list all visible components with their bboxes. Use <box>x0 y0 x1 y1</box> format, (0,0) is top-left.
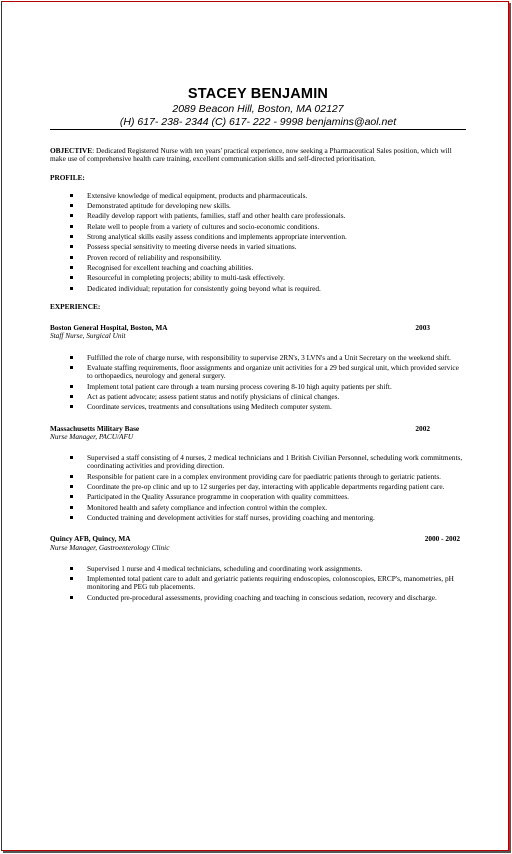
list-item: Fulfilled the role of charge nurse, with responsibility to supervise 2RN's, 3 LVN's and a Unit Secretary on the weekend shift. <box>87 354 466 362</box>
experience-title: EXPERIENCE: <box>50 301 101 311</box>
list-item: Participated in the Quality Assurance programme in cooperation with quality committees. <box>87 493 466 501</box>
list-item: Conducted training and development activities for staff nurses, providing coaching and mentoring. <box>87 514 466 522</box>
job-employer: Boston General Hospital, Boston, MA <box>50 323 168 333</box>
list-item: Act as patient advocate; assess patient status and notify physicians of clinical changes. <box>87 393 466 401</box>
list-item: Responsible for patient care in a complex environment providing care for paediatric patients through to geriatric patients. <box>87 473 466 481</box>
job-date: 2000 - 2002 <box>424 534 460 544</box>
list-item: Supervised a staff consisting of 4 nurses, 2 medical technicians and 1 British Civilian Personnel, scheduling work commitments, coordinating activities and providing direction. <box>87 454 466 471</box>
list-item: Evaluate staffing requirements, floor assignments and organize unit activities for a 29 bed surgical unit, which provided service to orthopaedics, neurology and general surgery. <box>87 364 466 381</box>
list-item: Readily develop rapport with patients, families, staff and other health care professionals. <box>87 212 466 220</box>
list-item: Extensive knowledge of medical equipment, products and pharmaceuticals. <box>87 192 466 200</box>
list-item: Conducted pre-procedural assessments, providing coaching and teaching in conscious sedation, recovery and discharge. <box>87 594 466 602</box>
profile-list <box>50 192 466 293</box>
document-frame <box>1 1 509 851</box>
job-role: Nurse Manager, Gastroenterology Clinic <box>50 542 170 552</box>
objective-section <box>50 147 466 164</box>
job-employer: Quincy AFB, Quincy, MA <box>50 534 131 544</box>
list-item: Monitored health and safety compliance and infection control within the complex. <box>87 504 466 512</box>
job-date: 2003 <box>415 323 430 333</box>
list-item: Dedicated individual; reputation for consistently going beyond what is required. <box>87 285 466 293</box>
list-item: Coordinate the pre-op clinic and up to 12 surgeries per day, interacting with applicable departments regarding patient care. <box>87 483 466 491</box>
job-duties-list <box>50 454 466 522</box>
job-employer: Massachusetts Military Base <box>50 423 140 433</box>
list-item: Relate well to people from a variety of cultures and socio-economic conditions. <box>87 223 466 231</box>
list-item: Resourceful in completing projects; ability to multi-task effectively. <box>87 274 466 282</box>
job-entry <box>50 425 466 523</box>
job-duties-list <box>50 354 466 412</box>
job-date: 2002 <box>415 423 430 433</box>
job-role: Nurse Manager, PACU/AFU <box>50 431 134 441</box>
list-item: Supervised 1 nurse and 4 medical technicians, scheduling and coordinating work assignments. <box>87 565 466 573</box>
job-role: Staff Nurse, Surgical Unit <box>50 331 126 341</box>
job-entry <box>50 535 466 602</box>
list-item: Implement total patient care through a team nursing process covering 8-10 high aquity patients per shift. <box>87 383 466 391</box>
resume-header <box>50 86 466 130</box>
header-divider <box>50 129 466 130</box>
job-entry <box>50 324 466 411</box>
list-item: Coordinate services, treatments and consultations using Meditech computer system. <box>87 403 466 411</box>
job-duties-list <box>50 565 466 602</box>
list-item: Recognised for excellent teaching and coaching abilities. <box>87 264 466 272</box>
candidate-name: STACEY BENJAMIN <box>187 86 329 102</box>
list-item: Strong analytical skills easily assess conditions and implements appropriate intervention. <box>87 233 466 241</box>
list-item: Possess special sensitivity to meeting diverse needs in varied situations. <box>87 243 466 251</box>
objective-label: OBJECTIVE <box>50 146 93 155</box>
candidate-address: 2089 Beacon Hill, Boston, MA 02127 <box>172 103 344 115</box>
profile-title: PROFILE: <box>50 172 85 182</box>
list-item: Proven record of reliability and responsibility. <box>87 254 466 262</box>
candidate-contact: (H) 617- 238- 2344 (C) 617- 222 - 9998 benjamins@aol.net <box>119 115 397 128</box>
resume-page <box>50 86 466 604</box>
list-item: Implemented total patient care to adult and geriatric patients requiring endoscopies, colonoscopies, ERCP's, manometries, pH monitoring and PEG tub placements. <box>87 575 466 592</box>
list-item: Demonstrated aptitude for developing new skills. <box>87 202 466 210</box>
objective-text: : Dedicated Registered Nurse with ten years' practical experience, now seeking a Pharmaceutical Sales position, which will make use of comprehensive health care training, excellent communication skills and self-directed prioritisation. <box>50 146 452 164</box>
